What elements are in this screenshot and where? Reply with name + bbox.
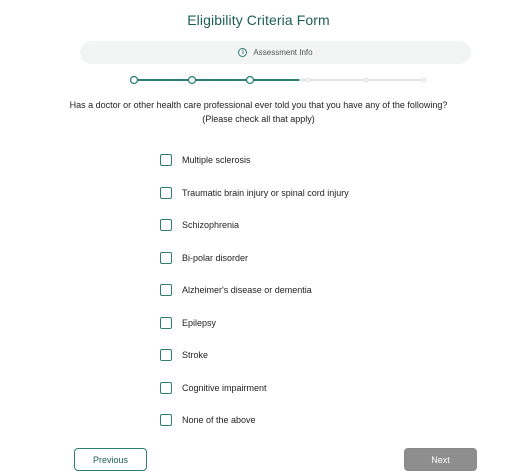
assessment-info-label: Assessment Info — [253, 48, 313, 57]
info-circle-icon: i — [238, 48, 247, 57]
question-text — [0, 98, 517, 126]
progress-step-4 — [306, 78, 310, 82]
checkbox[interactable] — [160, 284, 172, 296]
option-bipolar[interactable] — [160, 242, 349, 275]
option-label: Traumatic brain injury or spinal cord injury — [182, 187, 349, 198]
option-multiple-sclerosis[interactable] — [160, 144, 349, 177]
checkbox[interactable] — [160, 382, 172, 394]
previous-button[interactable]: Previous — [74, 448, 147, 471]
option-schizophrenia[interactable] — [160, 209, 349, 242]
option-label: Alzheimer's disease or dementia — [182, 285, 312, 296]
option-brain-injury[interactable] — [160, 177, 349, 210]
assessment-info-bar[interactable] — [80, 41, 471, 64]
option-label: Cognitive impairment — [182, 382, 267, 393]
checkbox[interactable] — [160, 414, 172, 426]
option-label: Stroke — [182, 350, 209, 361]
options-list — [160, 144, 349, 437]
option-alzheimers[interactable] — [160, 274, 349, 307]
progress-step-3 — [247, 77, 254, 84]
option-none[interactable] — [160, 404, 349, 437]
checkbox[interactable] — [160, 349, 172, 361]
checkbox[interactable] — [160, 219, 172, 231]
progress-step-5 — [364, 78, 368, 82]
option-cognitive-impairment[interactable] — [160, 372, 349, 405]
option-label: Schizophrenia — [182, 220, 240, 231]
checkbox[interactable] — [160, 154, 172, 166]
next-button[interactable]: Next — [404, 448, 477, 471]
progress-step-1 — [131, 77, 138, 84]
page-title: Eligibility Criteria Form — [187, 12, 330, 28]
option-label: None of the above — [182, 415, 256, 426]
progress-step-6 — [422, 78, 426, 82]
checkbox[interactable] — [160, 187, 172, 199]
checkbox[interactable] — [160, 317, 172, 329]
question-line: Has a doctor or other health care professional ever told you that you have any of the following? — [69, 100, 448, 110]
option-label: Multiple sclerosis — [182, 155, 251, 166]
checkbox[interactable] — [160, 252, 172, 264]
progress-step-2 — [189, 77, 196, 84]
question-instruction: (Please check all that apply) — [202, 114, 315, 124]
progress-stepper-graphic — [128, 72, 428, 88]
option-label: Epilepsy — [182, 317, 217, 328]
option-stroke[interactable] — [160, 339, 349, 372]
option-epilepsy[interactable] — [160, 307, 349, 340]
option-label: Bi-polar disorder — [182, 252, 249, 263]
progress-stepper — [128, 72, 428, 88]
